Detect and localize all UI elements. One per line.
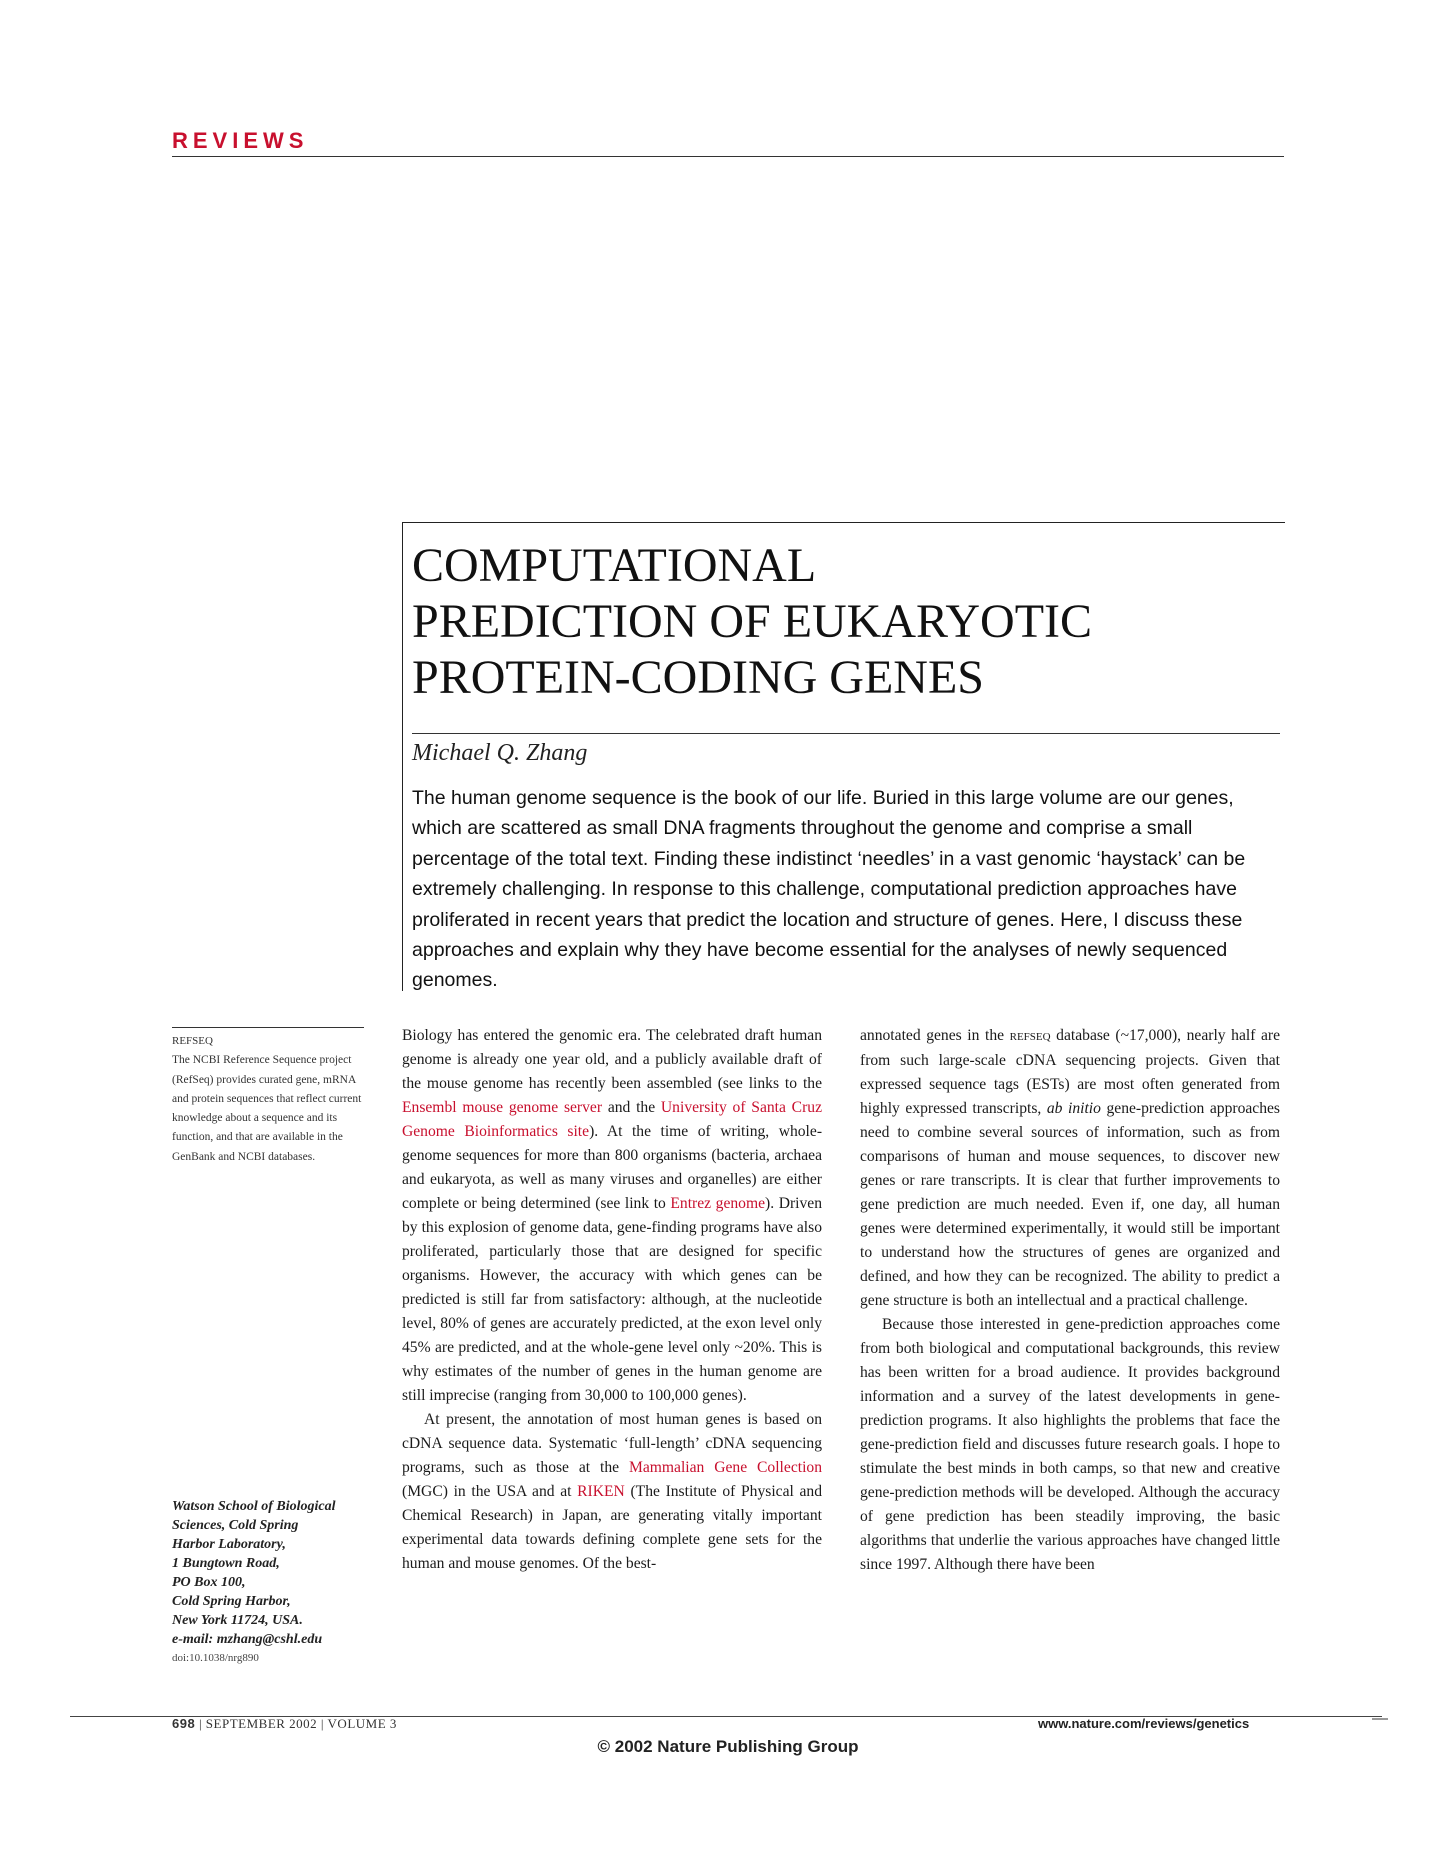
body-text: ). Driven by this explosion of genome data, gene-finding programs have also proliferated, particularly those that are designed for specific organisms. However, the accuracy with which genes can be predicted is still far from satisfactory: although, at the nucleotide level, 80% of genes are accurately predicted, at the exon level only 45% are predicted, and at the whole-gene level only ~20%. This is why estimates of the number of genes in the human genome are still imprecise (ranging from 30,000 to 100,000 genes). <box>402 1195 822 1404</box>
body-text: and the <box>602 1099 661 1116</box>
address-line: Watson School of Biological <box>172 1499 336 1514</box>
body-text: At present, the annotation of most human genes is based on cDNA sequence data. Systematic ‘full-length’ cDNA sequencing programs, such as those at the <box>402 1411 822 1476</box>
body-text: gene-prediction approaches need to combine several sources of information, such as from comparisons of human and mouse sequences, to discover new genes or rare transcripts. It is clear that further improvements to gene prediction are much needed. Even if, one day, all human genes were determined experimentally, it would still be important to understand how the structures of genes are organized and defined, and how they can be recognized. The ability to predict a gene structure is both an intellectual and a practical challenge. <box>860 1100 1281 1309</box>
title-line: PREDICTION OF EUKARYOTIC <box>412 595 1093 648</box>
page-number: 698 <box>172 1716 196 1731</box>
address-line: PO Box 100, <box>172 1575 246 1590</box>
italic-term: ab initio <box>1046 1100 1101 1117</box>
title-line: COMPUTATIONAL <box>412 539 817 592</box>
journal-url[interactable]: www.nature.com/reviews/genetics <box>1038 1716 1250 1731</box>
author-name: Michael Q. Zhang <box>412 740 588 766</box>
mgc-link[interactable]: Mammalian Gene Collection <box>628 1459 822 1476</box>
ensembl-link[interactable]: Ensembl mouse genome server <box>402 1099 603 1116</box>
abstract: The human genome sequence is the book of our life. Buried in this large volume are our genes, which are scattered as small DNA fragments throughout the genome and comprise a small percentage of the total text. Finding these indistinct ‘needles’ in a vast genomic ‘haystack’ can be extremely challenging. In response to this challenge, computational prediction approaches have proliferated in recent years that predict the location and structure of genes. Here, I discuss these approaches and explain why they have become essential for the analyses of newly sequenced genomes. <box>412 787 1246 992</box>
ucsc-genome-link[interactable]: University of Santa Cruz Genome Bioinformatics site <box>402 1099 822 1140</box>
body-column-2 <box>860 1024 1280 1577</box>
body-text: Biology has entered the genomic era. The celebrated draft human genome is already one year old, and a publicly available draft of the mouse genome has recently been assembled (see links to the <box>402 1027 822 1092</box>
doi: doi:10.1038/nrg890 <box>172 1652 259 1664</box>
copyright-notice: © 2002 Nature Publishing Group <box>597 1737 859 1756</box>
footer-issue-info <box>172 1716 397 1732</box>
riken-link[interactable]: RIKEN <box>577 1483 625 1500</box>
author-address <box>172 1497 368 1668</box>
address-line: 1 Bungtown Road, <box>172 1556 280 1571</box>
body-text: annotated genes in the <box>860 1027 1010 1044</box>
glossary-term: REFSEQ <box>172 1035 213 1047</box>
glossary-rule <box>172 1027 364 1028</box>
body-text: ). At the time of writing, whole-genome sequences for more than 800 organisms (bacteria, archaea and eukaryota, as well as many viruses and organelles) are either complete or being determined (see link to <box>402 1123 823 1212</box>
article-title <box>412 538 1272 706</box>
title-line: PROTEIN-CODING GENES <box>412 651 984 704</box>
glossary-box <box>172 1032 368 1167</box>
body-text: database (~17,000), nearly half are from such large-scale cDNA sequencing projects. Given that expressed sequence tags (ESTs) are most often generated from highly expressed transcripts, <box>860 1027 1281 1117</box>
email-address[interactable]: e-mail: mzhang@cshl.edu <box>172 1632 323 1647</box>
footer-rule-accent <box>1372 1718 1388 1720</box>
address-line: Harbor Laboratory, <box>172 1537 286 1552</box>
address-line: Sciences, Cold Spring <box>172 1518 299 1533</box>
body-paragraph <box>402 1408 822 1576</box>
header-rule <box>172 156 1284 157</box>
body-paragraph <box>402 1024 822 1408</box>
body-paragraph: Because those interested in gene-prediction approaches come from both biological and computational backgrounds, this review has been written for a broad audience. It provides background information and a survey of the latest developments in gene-prediction programs. It also highlights the problems that face the gene-prediction field and discusses future research goals. I hope to stimulate the best minds in both camps, so that new and creative gene-prediction methods will be developed. Although the accuracy of gene prediction has been steadily improving, the basic algorithms that underlie the various approaches have changed little since 1997. Although there have been <box>860 1316 1280 1573</box>
entrez-genome-link[interactable]: Entrez genome <box>670 1195 766 1212</box>
body-text: (The Institute of Physical and Chemical Research) in Japan, are generating vitally important experimental data towards defining complete gene sets for the human and mouse genomes. Of the best- <box>402 1483 822 1572</box>
issue-info: | SEPTEMBER 2002 | VOLUME 3 <box>198 1716 397 1731</box>
address-line: New York 11724, USA. <box>172 1613 303 1628</box>
address-line: Cold Spring Harbor, <box>172 1594 291 1609</box>
body-column-1 <box>402 1024 822 1576</box>
refseq-glossary-term: REFSEQ <box>1009 1031 1051 1043</box>
glossary-definition: The NCBI Reference Sequence project (RefSeq) provides curated gene, mRNA and protein sequences that reflect current knowledge about a sequence and its function, and that are available in the GenBank and NCBI databases. <box>172 1054 362 1163</box>
body-paragraph <box>860 1024 1280 1313</box>
section-label: REVIEWS <box>172 128 309 153</box>
body-text: (MGC) in the USA and at <box>402 1483 578 1500</box>
author-rule <box>412 733 1280 734</box>
